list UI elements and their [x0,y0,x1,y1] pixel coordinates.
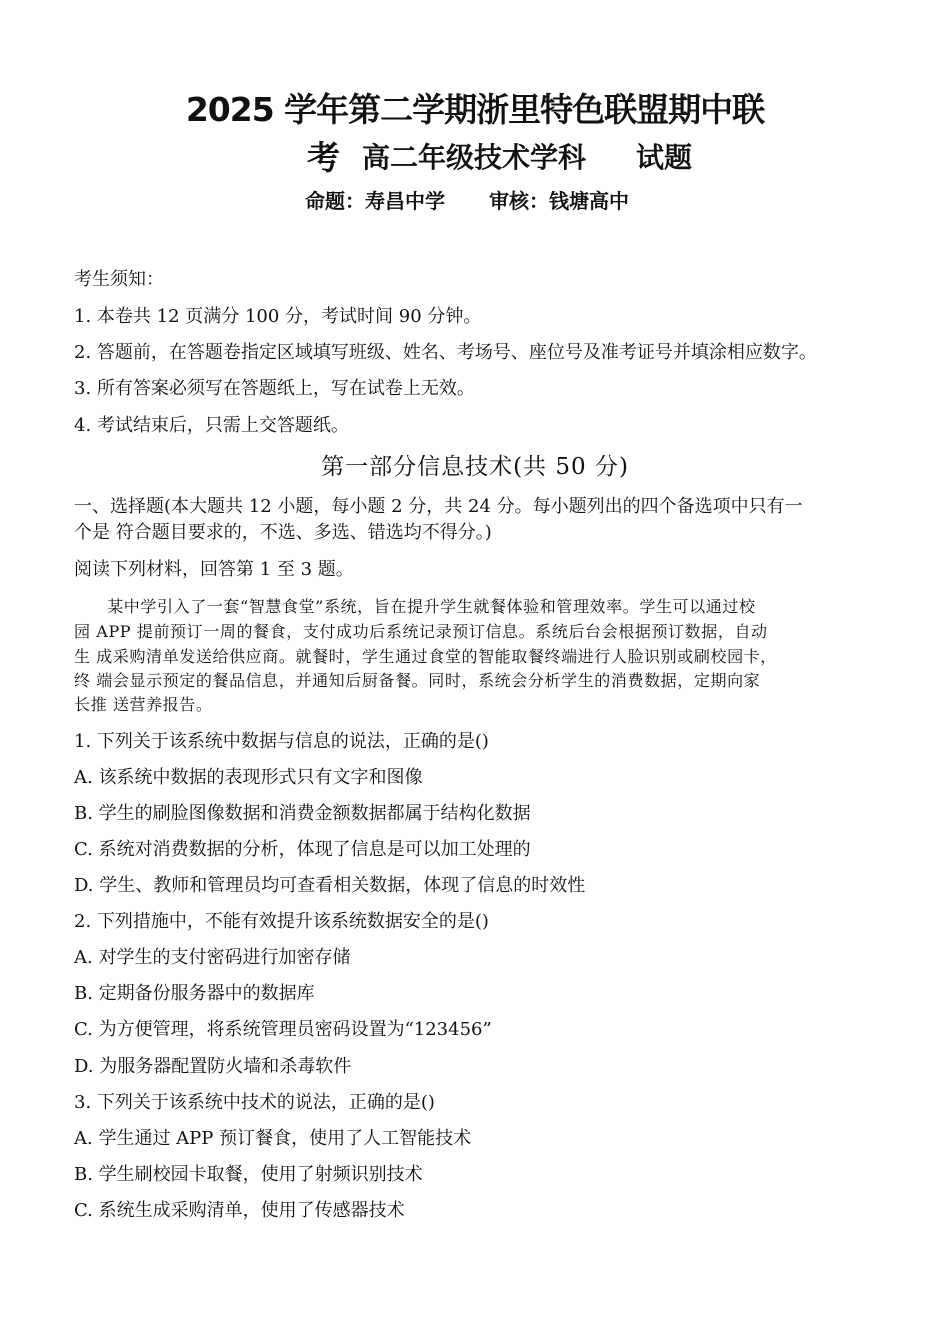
section-instructions: 个是 符合题目要求的，不选、多选、错选均不得分。) [74,522,492,543]
question-option: A. 对学生的支付密码进行加密存储 [74,947,351,968]
passage-line: 生 成采购清单发送给供应商。就餐时，学生通过食堂的智能取餐终端进行人脸识别或刷校园卡， [74,647,777,666]
passage-line: 某中学引入了一套“智慧食堂”系统，旨在提升学生就餐体验和管理效率。学生可以通过校 [74,597,756,616]
passage-line: 终 端会显示预定的餐品信息，并通知后厨备餐。同时，系统会分析学生的消费数据，定期向家 [74,671,761,690]
question-option: A. 该系统中数据的表现形式只有文字和图像 [74,767,423,788]
notice-item: 1. 本卷共 12 页满分 100 分，考试时间 90 分钟。 [74,306,482,327]
question-stem: 3. 下列关于该系统中技术的说法，正确的是() [74,1092,435,1113]
passage-line: 园 APP 提前预订一周的餐食，支付成功后系统记录预订信息。系统后台会根据预订数据，自动 [74,622,768,641]
notice-item: 2. 答题前，在答题卷指定区域填写班级、姓名、考场号、座位号及准考证号并填涂相应数字。 [74,342,817,363]
question-option: B. 学生刷校园卡取餐，使用了射频识别技术 [74,1164,423,1185]
question-stem: 2. 下列措施中，不能有效提升该系统数据安全的是() [74,911,489,932]
question-stem: 1. 下列关于该系统中数据与信息的说法，正确的是() [74,731,489,752]
exam-title-line1: 2025 学年第二学期浙里特色联盟期中联 [185,90,765,129]
question-option: A. 学生通过 APP 预订餐食，使用了人工智能技术 [74,1128,472,1149]
author-credit: 命题：寿昌中学 [305,189,445,213]
title-line2-exam: 试题 [636,141,693,174]
exam-title-line2 [0,136,950,180]
question-option: C. 为方便管理，将系统管理员密码设置为“123456” [74,1019,492,1040]
question-option: C. 系统对消费数据的分析，体现了信息是可以加工处理的 [74,839,531,860]
reading-prompt: 阅读下列材料，回答第 1 至 3 题。 [74,559,354,580]
title-line2-a: 考 [307,138,340,177]
passage-line: 长推 送营养报告。 [74,695,213,714]
exam-subtitle [0,186,950,216]
question-option: B. 学生的刷脸图像数据和消费金额数据都属于结构化数据 [74,803,531,824]
reviewer-credit: 审核：钱塘高中 [489,189,629,213]
title-line2-subject: 高二年级技术学科 [362,141,587,174]
section-title: 第一部分信息技术(共 50 分) [321,454,629,480]
notice-item: 4. 考试结束后，只需上交答题纸。 [74,415,349,436]
question-option: B. 定期备份服务器中的数据库 [74,983,315,1004]
section-instructions: 一、选择题(本大题共 12 小题，每小题 2 分，共 24 分。每小题列出的四个备选项中只有一 [74,496,803,517]
question-option: C. 系统生成采购清单，使用了传感器技术 [74,1200,405,1221]
question-option: D. 学生、教师和管理员均可查看相关数据，体现了信息的时效性 [74,875,586,896]
notice-heading: 考生须知： [74,269,164,290]
question-option: D. 为服务器配置防火墙和杀毒软件 [74,1056,352,1077]
notice-item: 3. 所有答案必须写在答题纸上，写在试卷上无效。 [74,378,475,399]
